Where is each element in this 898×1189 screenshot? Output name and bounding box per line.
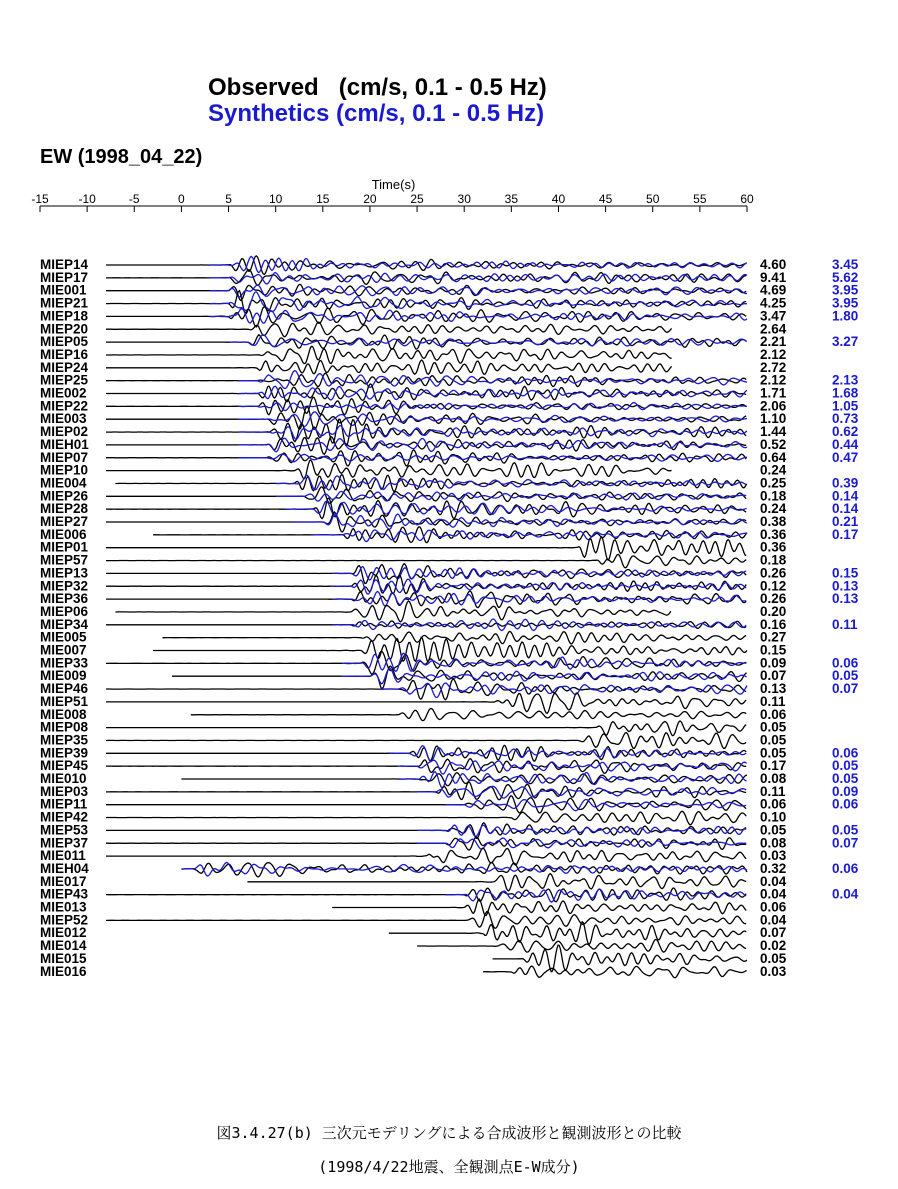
x-tick-label: 45 xyxy=(598,192,613,206)
station-name: MIEP57 xyxy=(40,552,89,568)
observed-peak: 1.71 xyxy=(760,385,787,401)
station-name: MIEP33 xyxy=(40,655,89,671)
observed-peak: 0.24 xyxy=(760,501,787,517)
synthetic-peak: 0.09 xyxy=(832,783,859,799)
x-tick-label: 10 xyxy=(268,192,283,206)
observed-peak: 0.18 xyxy=(760,552,787,568)
x-tick-label: 20 xyxy=(363,192,377,206)
observed-peak: 0.06 xyxy=(760,796,787,812)
station-name: MIE016 xyxy=(40,963,87,979)
observed-trace xyxy=(115,475,746,492)
synthetic-peak: 0.05 xyxy=(832,822,859,838)
observed-peak: 0.17 xyxy=(760,758,787,774)
title-synthetics: Synthetics (cm/s, 0.1 - 0.5 Hz) xyxy=(208,100,545,127)
x-tick-label: 5 xyxy=(225,192,232,206)
observed-peak: 2.21 xyxy=(760,334,787,350)
observed-trace xyxy=(115,601,670,622)
observed-peak: 0.13 xyxy=(760,681,787,697)
station-name: MIEP25 xyxy=(40,372,89,388)
observed-peak: 0.26 xyxy=(760,565,787,581)
station-name: MIE013 xyxy=(40,899,87,915)
station-name: MIE011 xyxy=(40,848,86,864)
x-tick-label: 40 xyxy=(551,192,566,206)
observed-peak: 1.44 xyxy=(760,424,787,440)
observed-trace xyxy=(106,373,746,386)
x-tick-label: 0 xyxy=(178,192,185,206)
station-name: MIEP24 xyxy=(40,359,89,375)
station-name: MIEP27 xyxy=(40,514,89,529)
x-tick-label: 25 xyxy=(410,192,424,206)
synthetic-peak: 0.06 xyxy=(832,655,859,671)
synthetic-peak: 0.47 xyxy=(832,449,859,465)
station-name: MIEP21 xyxy=(40,295,89,311)
x-tick-label: 30 xyxy=(457,192,471,206)
station-name: MIEP36 xyxy=(40,591,89,607)
observed-peak: 0.25 xyxy=(760,475,787,491)
observed-peak: 0.64 xyxy=(760,449,787,465)
synthetic-peak: 0.73 xyxy=(832,411,859,427)
observed-trace xyxy=(106,733,746,749)
station-name: MIEP06 xyxy=(40,603,89,619)
observed-peak: 0.36 xyxy=(760,539,787,555)
observed-trace xyxy=(417,940,746,953)
x-tick-label: 35 xyxy=(504,192,519,206)
synthetic-peak: 0.04 xyxy=(832,886,859,902)
observed-trace xyxy=(106,360,672,374)
time-axis xyxy=(31,177,754,212)
observed-peak: 0.12 xyxy=(760,578,787,594)
synthetic-peak: 5.62 xyxy=(832,269,859,285)
station-name: MIE004 xyxy=(40,475,87,491)
observed-peak: 0.24 xyxy=(760,462,787,478)
synthetic-peak: 0.14 xyxy=(832,488,859,504)
observed-peak: 4.69 xyxy=(760,282,787,298)
station-name: MIEP34 xyxy=(40,616,89,632)
observed-peak: 0.06 xyxy=(760,706,787,722)
observed-trace xyxy=(106,888,746,902)
observed-peak: 1.10 xyxy=(760,411,787,427)
x-tick-label: -5 xyxy=(128,192,140,206)
x-tick-label: 15 xyxy=(316,192,330,206)
x-tick-label: 60 xyxy=(740,192,754,206)
observed-trace xyxy=(106,487,746,503)
observed-peak: 0.05 xyxy=(760,822,787,838)
observed-peak: 0.18 xyxy=(760,488,787,504)
synthetic-peak: 1.80 xyxy=(832,308,859,324)
observed-trace xyxy=(106,322,672,337)
observed-peak: 0.27 xyxy=(760,629,787,645)
station-name: MIEP37 xyxy=(40,835,89,851)
observed-peak: 2.72 xyxy=(760,359,787,375)
observed-trace xyxy=(106,575,746,594)
x-tick-label: -15 xyxy=(31,192,49,206)
station-name: MIEP16 xyxy=(40,346,89,362)
synthetic-peak: 0.14 xyxy=(832,501,859,517)
station-name: MIE002 xyxy=(40,385,87,401)
synthetic-trace xyxy=(313,530,746,542)
observed-peak: 9.41 xyxy=(760,269,787,285)
observed-peak: 2.64 xyxy=(760,321,787,337)
synthetic-peak: 0.11 xyxy=(832,616,858,632)
station-name: MIEP45 xyxy=(40,758,89,774)
observed-trace xyxy=(106,554,746,568)
title-observed: Observed (cm/s, 0.1 - 0.5 Hz) xyxy=(208,74,547,101)
observed-trace xyxy=(106,384,746,402)
station-name: MIE006 xyxy=(40,526,87,542)
observed-peak: 0.20 xyxy=(760,603,787,619)
seismogram-traces xyxy=(106,256,747,978)
observed-trace xyxy=(106,693,746,713)
synthetic-peak: 0.07 xyxy=(832,681,859,697)
station-name: MIEP35 xyxy=(40,732,89,748)
station-name: MIEP01 xyxy=(40,539,89,555)
synthetic-trace xyxy=(295,514,748,530)
synthetic-peak: 0.17 xyxy=(832,526,859,542)
station-name: MIEP03 xyxy=(40,783,89,799)
synthetic-trace xyxy=(181,863,747,877)
station-name: MIE009 xyxy=(40,668,87,684)
station-name: MIE017 xyxy=(40,873,87,889)
station-name: MIEP17 xyxy=(40,269,89,285)
observed-trace xyxy=(247,874,746,891)
synthetic-peak: 0.06 xyxy=(832,796,859,812)
synthetic-peak: 0.07 xyxy=(832,835,859,851)
synthetic-peak: 0.13 xyxy=(832,578,859,594)
observed-peak: 0.02 xyxy=(760,938,787,954)
observed-peak: 0.11 xyxy=(760,783,786,799)
synthetic-peak: 0.06 xyxy=(832,860,859,876)
observed-trace xyxy=(106,437,746,455)
station-name: MIEP07 xyxy=(40,449,89,465)
observed-peak: 0.03 xyxy=(760,848,787,864)
observed-peak: 0.36 xyxy=(760,526,787,542)
synthetic-peak: 3.45 xyxy=(832,257,859,272)
observed-trace xyxy=(106,911,746,928)
observed-trace xyxy=(483,966,746,978)
synthetic-trace xyxy=(398,772,746,788)
observed-peak: 0.05 xyxy=(760,950,787,966)
station-name: MIEP28 xyxy=(40,501,89,517)
observed-peak: 0.38 xyxy=(760,514,787,529)
observed-peak: 0.08 xyxy=(760,771,787,786)
observed-trace xyxy=(106,679,746,700)
station-name: MIEP14 xyxy=(40,257,89,272)
synthetic-peak: 2.13 xyxy=(832,372,859,388)
observed-peak: 0.52 xyxy=(760,436,787,452)
x-axis-title: Time(s) xyxy=(371,177,416,192)
observed-peak: 2.12 xyxy=(760,372,787,388)
synthetic-trace xyxy=(210,309,747,323)
station-name: MIEP22 xyxy=(40,398,89,414)
synthetic-peak: 0.15 xyxy=(832,565,859,581)
station-name: MIE015 xyxy=(40,950,87,966)
observed-trace xyxy=(106,721,746,736)
observed-peak: 0.11 xyxy=(760,693,786,709)
observed-peak: 0.08 xyxy=(760,835,787,851)
observed-peak: 0.32 xyxy=(760,860,787,876)
observed-peak: 2.12 xyxy=(760,346,787,362)
station-name: MIEP42 xyxy=(40,809,89,825)
synthetic-trace xyxy=(238,403,747,411)
station-name: MIE005 xyxy=(40,629,87,645)
synthetic-trace xyxy=(332,592,746,606)
synthetic-peak: 3.95 xyxy=(832,295,859,311)
observed-trace xyxy=(106,346,672,363)
station-name: MIEP51 xyxy=(40,693,89,709)
synthetic-peak: 0.62 xyxy=(832,424,859,440)
station-name: MIEP52 xyxy=(40,912,89,928)
synthetic-trace xyxy=(379,683,747,698)
observed-peak: 4.25 xyxy=(760,295,787,311)
station-name: MIEP46 xyxy=(40,681,89,697)
station-name: MIEP20 xyxy=(40,321,89,337)
observed-peak: 0.26 xyxy=(760,591,787,607)
observed-peak: 0.03 xyxy=(760,963,787,979)
observed-trace xyxy=(106,811,746,824)
observed-peak: 0.05 xyxy=(760,732,787,748)
station-name: MIEP05 xyxy=(40,334,89,350)
observed-trace xyxy=(106,564,746,584)
station-name: MIEP18 xyxy=(40,308,89,324)
station-name: MIEP32 xyxy=(40,578,89,594)
component-label: EW (1998_04_22) xyxy=(40,146,203,168)
observed-trace xyxy=(106,450,746,466)
station-name: MIEH01 xyxy=(40,436,89,452)
synthetic-trace xyxy=(285,501,746,516)
observed-peak: 0.07 xyxy=(760,925,787,941)
observed-peak: 0.04 xyxy=(760,912,787,928)
figure-caption: 図3.4.27(b) 三次元モデリングによる合成波形と観測波形との比較 xyxy=(216,1124,682,1142)
station-name: MIEP13 xyxy=(40,565,89,581)
station-name: MIE003 xyxy=(40,411,87,427)
observed-trace xyxy=(106,419,746,445)
observed-trace xyxy=(106,291,746,314)
observed-peak: 0.07 xyxy=(760,668,787,684)
observed-peak: 0.05 xyxy=(760,719,787,735)
station-name: MIEP53 xyxy=(40,822,89,838)
synthetic-peak: 0.05 xyxy=(832,771,859,786)
station-name: MIE012 xyxy=(40,925,87,941)
station-name: MIEP43 xyxy=(40,886,89,902)
observed-peak: 3.47 xyxy=(760,308,787,324)
synthetic-peak: 0.21 xyxy=(832,514,859,529)
x-tick-label: 55 xyxy=(693,192,707,206)
observed-trace xyxy=(106,397,746,415)
observed-trace xyxy=(172,666,747,688)
synthetic-peak: 0.39 xyxy=(832,475,859,491)
observed-peak: 0.04 xyxy=(760,886,787,902)
observed-peak: 2.06 xyxy=(760,398,787,414)
synthetic-peak: 0.05 xyxy=(832,758,859,774)
station-name: MIEP08 xyxy=(40,719,89,735)
station-name: MIEP11 xyxy=(40,796,88,812)
observed-trace xyxy=(191,709,746,721)
station-name: MIE001 xyxy=(40,282,87,298)
synthetic-peak: 1.68 xyxy=(832,385,859,401)
synthetic-peak: 3.95 xyxy=(832,282,859,298)
synthetic-peak: 0.13 xyxy=(832,591,859,607)
station-name: MIE010 xyxy=(40,771,87,786)
station-name: MIE008 xyxy=(40,706,87,722)
observed-peak: 0.06 xyxy=(760,899,787,915)
observed-trace xyxy=(106,782,746,800)
observed-trace xyxy=(106,537,746,560)
station-name: MIEP10 xyxy=(40,462,89,478)
synthetic-peak: 0.44 xyxy=(832,436,859,452)
x-tick-label: -10 xyxy=(78,192,96,206)
station-name: MIEH04 xyxy=(40,860,89,876)
observed-trace xyxy=(163,631,747,644)
observed-peak: 0.05 xyxy=(760,745,787,761)
observed-peak: 0.16 xyxy=(760,616,787,632)
observed-trace xyxy=(332,899,746,915)
station-name: MIEP02 xyxy=(40,424,89,440)
observed-peak: 0.10 xyxy=(760,809,787,825)
station-name: MIEP39 xyxy=(40,745,89,761)
synthetic-peak: 1.05 xyxy=(832,398,859,414)
observed-trace xyxy=(106,848,746,865)
observed-peak: 0.09 xyxy=(760,655,787,671)
synthetic-peak: 0.05 xyxy=(832,668,859,684)
station-name: MIEP26 xyxy=(40,488,89,504)
station-name: MIE007 xyxy=(40,642,87,658)
synthetic-peak: 3.27 xyxy=(832,334,859,350)
x-tick-label: 50 xyxy=(646,192,660,206)
observed-peak: 4.60 xyxy=(760,257,787,272)
station-name: MIE014 xyxy=(40,938,87,954)
observed-peak: 0.04 xyxy=(760,873,787,889)
synthetic-peak: 0.06 xyxy=(832,745,859,761)
figure-caption-sub: (1998/4/22地震、全観測点E-W成分) xyxy=(318,1158,580,1176)
observed-peak: 0.15 xyxy=(760,642,787,658)
observed-trace xyxy=(106,498,746,519)
